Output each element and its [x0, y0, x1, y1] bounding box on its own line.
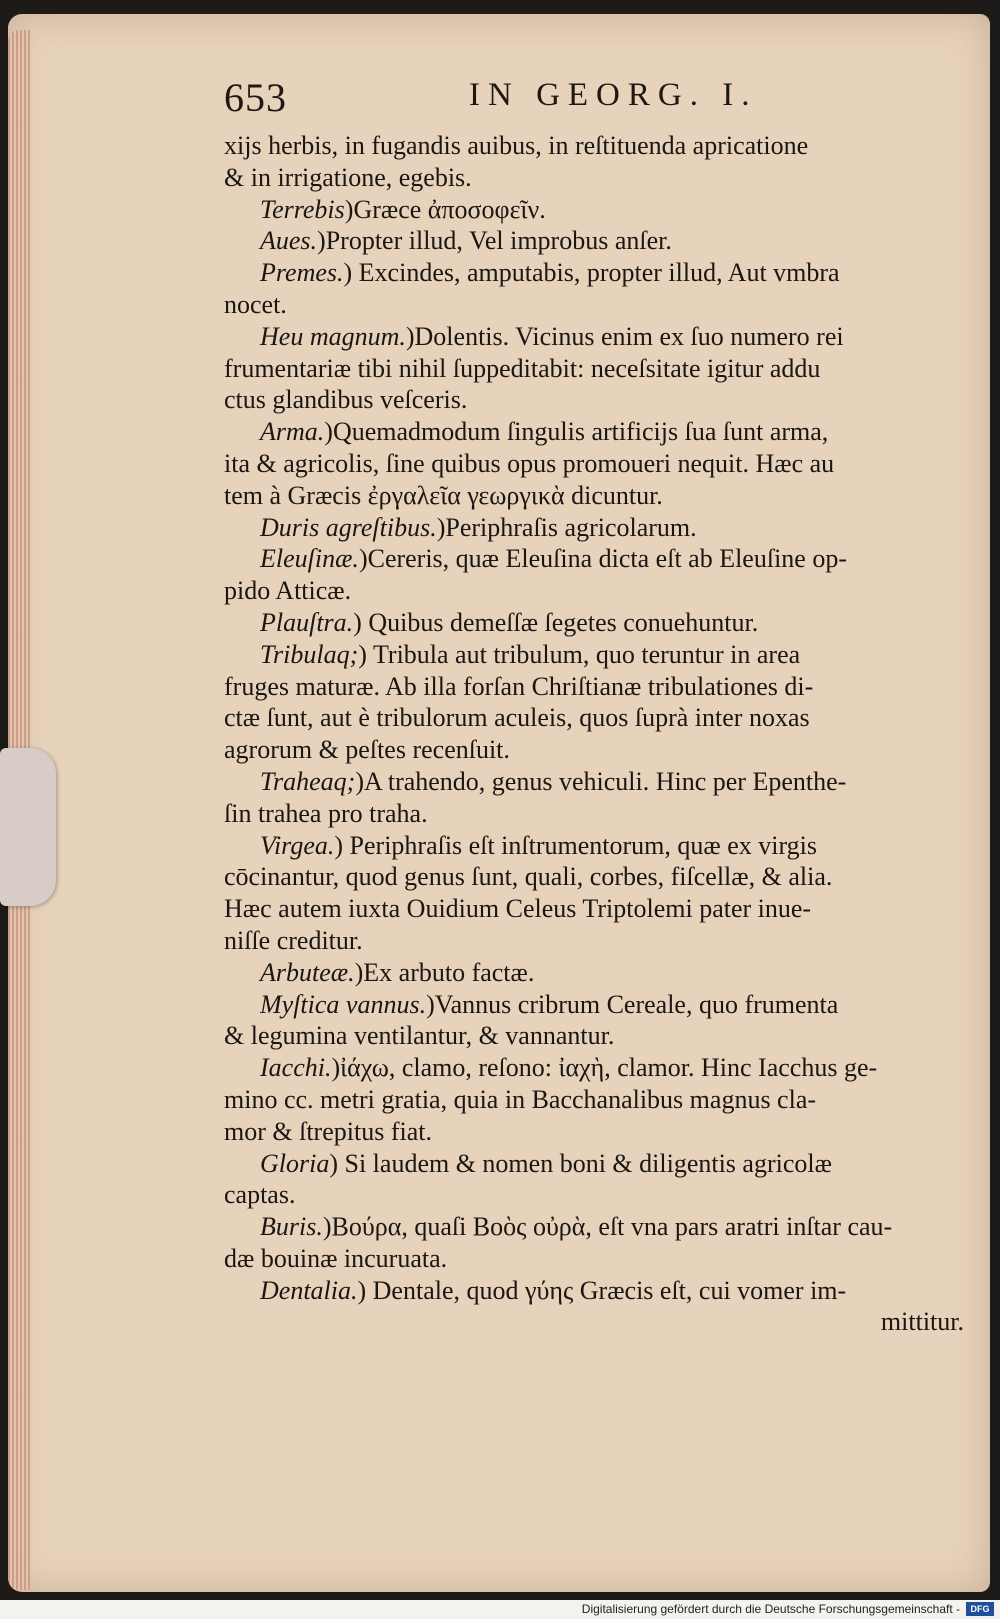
line-text: dæ bouinæ incuruata. [224, 1243, 448, 1273]
text-line [224, 734, 964, 766]
line-text: pido Atticæ. [224, 576, 352, 606]
text-line [224, 1179, 964, 1211]
text-line [224, 512, 964, 544]
clip-tab [0, 748, 56, 906]
lemma: Gloria [260, 1148, 330, 1178]
line-text: ) Periphraſis eſt inſtrumentorum, quæ ex virgis [334, 830, 817, 860]
text-line [224, 766, 964, 798]
line-text: )Propter illud, Vel improbus anſer. [317, 226, 672, 256]
line-text: )Dolentis. Vicinus enim ex ſuo numero rei [405, 321, 844, 351]
text-line [224, 1084, 964, 1116]
line-text: mor & ſtrepitus fiat. [224, 1116, 432, 1146]
running-head: IN GEORG. I. [469, 77, 758, 113]
text-line [224, 1052, 964, 1084]
line-text: fruges maturæ. Ab illa forſan Chriſtianæ tribulationes di- [224, 671, 814, 701]
text-line [224, 671, 964, 703]
page-header [224, 74, 964, 124]
text-line [224, 830, 964, 862]
lemma: Aues. [260, 226, 318, 256]
text-line [224, 353, 964, 385]
lemma: Buris. [260, 1212, 323, 1242]
line-text: )Græce ἀποσοφεῖν. [344, 194, 546, 224]
line-text: & in irrigatione, egebis. [224, 162, 472, 192]
line-text: cōcinantur, quod genus ſunt, quali, corbes, fiſcellæ, & alia. [224, 862, 833, 892]
page-number: 653 [224, 75, 287, 120]
lemma: Duris agreſtibus. [260, 512, 437, 542]
text-line [224, 1148, 964, 1180]
text-line [224, 1275, 964, 1307]
line-text: ſin trahea pro traha. [224, 798, 428, 828]
line-text: ) Tribula aut tribulum, quo teruntur in area [358, 639, 801, 669]
text-line [224, 130, 964, 162]
text-line [224, 893, 964, 925]
text-line [224, 702, 964, 734]
text-line [224, 1306, 964, 1338]
text-line [224, 543, 964, 575]
lemma: Arbuteæ. [260, 957, 355, 987]
lemma: Arma. [260, 417, 325, 447]
line-text: ) Dentale, quod γύης Græcis eſt, cui vomer im- [357, 1275, 847, 1305]
text-line [224, 989, 964, 1021]
line-text: ) Excindes, amputabis, propter illud, Aut vmbra [343, 258, 840, 288]
line-text: )Periphraſis agricolarum. [436, 512, 697, 542]
line-text: )Vannus cribrum Cereale, quo frumenta [426, 989, 839, 1019]
line-text: mino cc. metri gratia, quia in Bacchanalibus magnus cla- [224, 1084, 817, 1114]
line-text: ita & agricolis, ſine quibus opus promoueri nequit. Hæc au [224, 448, 835, 478]
text-line [224, 607, 964, 639]
lemma: Eleuſinæ. [260, 544, 359, 574]
line-text: )Ex arbuto factæ. [354, 957, 535, 987]
line-text: ) Quibus demeſſæ ſegetes conuehuntur. [353, 607, 759, 637]
lemma: Tribulaq; [260, 639, 359, 669]
text-line [224, 194, 964, 226]
lemma: Premes. [260, 258, 344, 288]
text-line [224, 448, 964, 480]
line-text: mittitur. [880, 1307, 964, 1337]
lemma: Terrebis [260, 194, 345, 224]
text-line [224, 798, 964, 830]
digitization-footer [0, 1600, 1000, 1619]
line-text: ctæ ſunt, aut è tribulorum aculeis, quos ſuprà inter noxas [224, 703, 810, 733]
text-line [224, 1020, 964, 1052]
lemma: Virgea. [260, 830, 335, 860]
line-text: xijs herbis, in fugandis auibus, in reſtituenda apricatione [224, 131, 809, 160]
text-line [224, 480, 964, 512]
text-line [224, 416, 964, 448]
line-text: agrorum & peſtes recenſuit. [224, 735, 510, 765]
line-text: Hæc autem iuxta Ouidium Celeus Triptolemi pater inue- [224, 894, 812, 924]
text-line [224, 257, 964, 289]
line-text: ) Si laudem & nomen boni & diligentis agricolæ [329, 1148, 832, 1178]
text-line [224, 925, 964, 957]
text-line [224, 639, 964, 671]
text-line [224, 162, 964, 194]
lemma: Traheaq; [260, 766, 356, 796]
text-line [224, 957, 964, 989]
lemma: Plauſtra. [260, 607, 354, 637]
lemma: Myſtica vannus. [260, 989, 427, 1019]
text-line [224, 384, 964, 416]
line-text: tem à Græcis ἐργαλεῖα γεωργικὰ dicuntur. [224, 480, 663, 510]
line-text: & legumina ventilantur, & vannantur. [224, 1021, 615, 1051]
line-text: )ἰάχω, clamo, reſono: ἰαχὴ, clamor. Hinc Iacchus ge- [331, 1053, 878, 1083]
line-text: captas. [224, 1180, 296, 1210]
line-text: niſſe creditur. [224, 925, 363, 955]
lemma: Iacchi. [260, 1053, 332, 1083]
line-text: )Cereris, quæ Eleuſina dicta eſt ab Eleuſine op- [358, 544, 847, 574]
footer-credit: Digitalisierung gefördert durch die Deutsche Forschungsgemeinschaft - [581, 1602, 960, 1616]
text-line [224, 225, 964, 257]
line-text: )Βούρα, quaſi Βοὸς οὐρὰ, eſt vna pars aratri inſtar cau- [322, 1212, 893, 1242]
text-line [224, 575, 964, 607]
text-line [224, 321, 964, 353]
lemma: Dentalia. [260, 1275, 358, 1305]
line-text: frumentariæ tibi nihil ſuppeditabit: neceſsitate igitur addu [224, 353, 821, 383]
text-line [224, 1116, 964, 1148]
text-line [224, 289, 964, 321]
line-text: )Quemadmodum ſingulis artificijs ſua ſunt arma, [324, 417, 829, 447]
line-text: ctus glandibus veſceris. [224, 385, 468, 415]
line-text: )A trahendo, genus vehiculi. Hinc per Epenthe- [355, 766, 847, 796]
dfg-logo: DFG [966, 1602, 994, 1616]
line-text: nocet. [224, 289, 287, 319]
text-line [224, 861, 964, 893]
text-line [224, 1211, 964, 1243]
lemma: Heu magnum. [260, 321, 406, 351]
commentary-text [224, 130, 964, 1338]
text-line [224, 1243, 964, 1275]
